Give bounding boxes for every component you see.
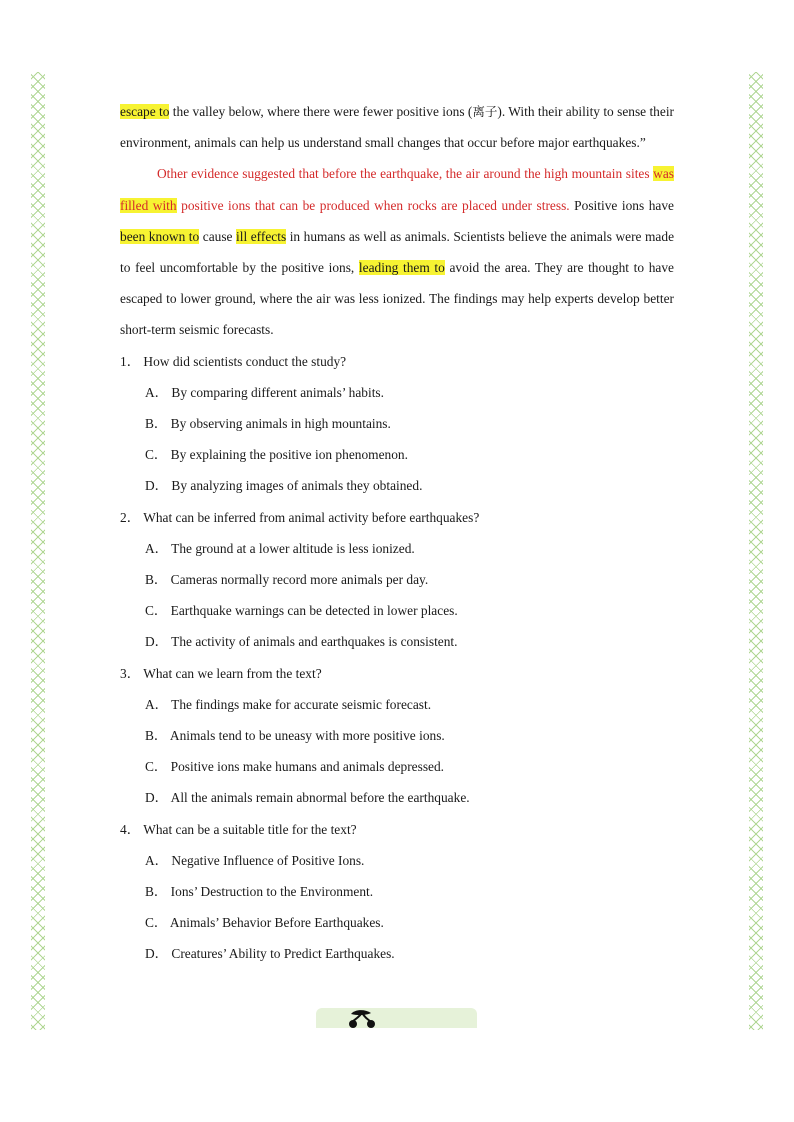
text-segment: ). With their ability to sense their environment, animals can help us understand small changes that occur before major earthquakes.” — [120, 104, 674, 151]
option-c: C． By explaining the positive ion phenomenon. — [145, 447, 408, 463]
text-segment: in humans as well as animals. Scientists believe the animals were made to feel uncomfortable by the positive ions, — [120, 228, 675, 276]
question-text: 4． What can be a suitable title for the text? — [120, 821, 357, 837]
question-3 — [120, 658, 674, 814]
text-segment: avoid the area. They are thought to have escaped to lower ground, where the air was less ionized. The findings may help experts develop better short-term seismic forecasts. — [120, 260, 674, 338]
text-segment: the valley below, where there were fewer positive ions ( — [169, 104, 473, 119]
chinese-gloss: 离子 — [472, 104, 498, 119]
decorative-border-left — [31, 72, 45, 1030]
option-d: D． All the animals remain abnormal before the earthquake. — [145, 790, 470, 806]
decorative-border-right — [749, 72, 763, 1030]
red-text-segment: positive ions that can be produced when rocks are placed under stress. — [176, 197, 570, 213]
option-a: A． Negative Influence of Positive Ions. — [145, 852, 365, 868]
option-d: D． By analyzing images of animals they obtained. — [145, 478, 423, 494]
text-segment: Positive ions have — [569, 197, 674, 213]
question-text: 1． How did scientists conduct the study? — [120, 353, 347, 369]
option-c: C． Animals’ Behavior Before Earthquakes. — [145, 915, 384, 931]
footer-tab — [316, 1008, 477, 1028]
option-c: C． Positive ions make humans and animals depressed. — [145, 759, 445, 775]
question-text: 2． What can be inferred from animal activity before earthquakes? — [120, 509, 480, 525]
option-a: A． The ground at a lower altitude is less ionized. — [145, 540, 415, 556]
option-d: D． The activity of animals and earthquakes is consistent. — [145, 634, 458, 650]
cherry-icon — [345, 1008, 379, 1028]
question-text: 3． What can we learn from the text? — [120, 665, 322, 681]
option-a: A． The findings make for accurate seismic forecast. — [145, 696, 432, 712]
passage-paragraph-2 — [120, 158, 674, 345]
red-text-segment: Other evidence suggested that before the earthquake, the air around the high mountain sites — [157, 166, 654, 182]
question-4 — [120, 814, 674, 970]
highlight-escape-to: escape to — [120, 104, 170, 119]
text-segment: cause — [199, 228, 237, 244]
question-1 — [120, 346, 674, 502]
highlight-was-filled-with: was filled with — [120, 166, 674, 213]
question-2 — [120, 502, 674, 658]
highlight-leading-them-to: leading them to — [358, 260, 445, 276]
highlight-been-known-to: been known to — [120, 228, 200, 244]
option-b: B． By observing animals in high mountains. — [145, 416, 391, 432]
highlight-ill-effects: ill effects — [236, 228, 287, 244]
option-d: D． Creatures’ Ability to Predict Earthquakes. — [145, 946, 395, 962]
option-b: B． Cameras normally record more animals per day. — [145, 572, 429, 588]
passage-paragraph-1 — [120, 96, 674, 158]
option-c: C． Earthquake warnings can be detected in lower places. — [145, 603, 458, 619]
option-b: B． Animals tend to be uneasy with more positive ions. — [145, 728, 445, 744]
document-body — [120, 96, 674, 970]
option-b: B． Ions’ Destruction to the Environment. — [145, 884, 374, 900]
option-a: A． By comparing different animals’ habits. — [145, 384, 384, 400]
